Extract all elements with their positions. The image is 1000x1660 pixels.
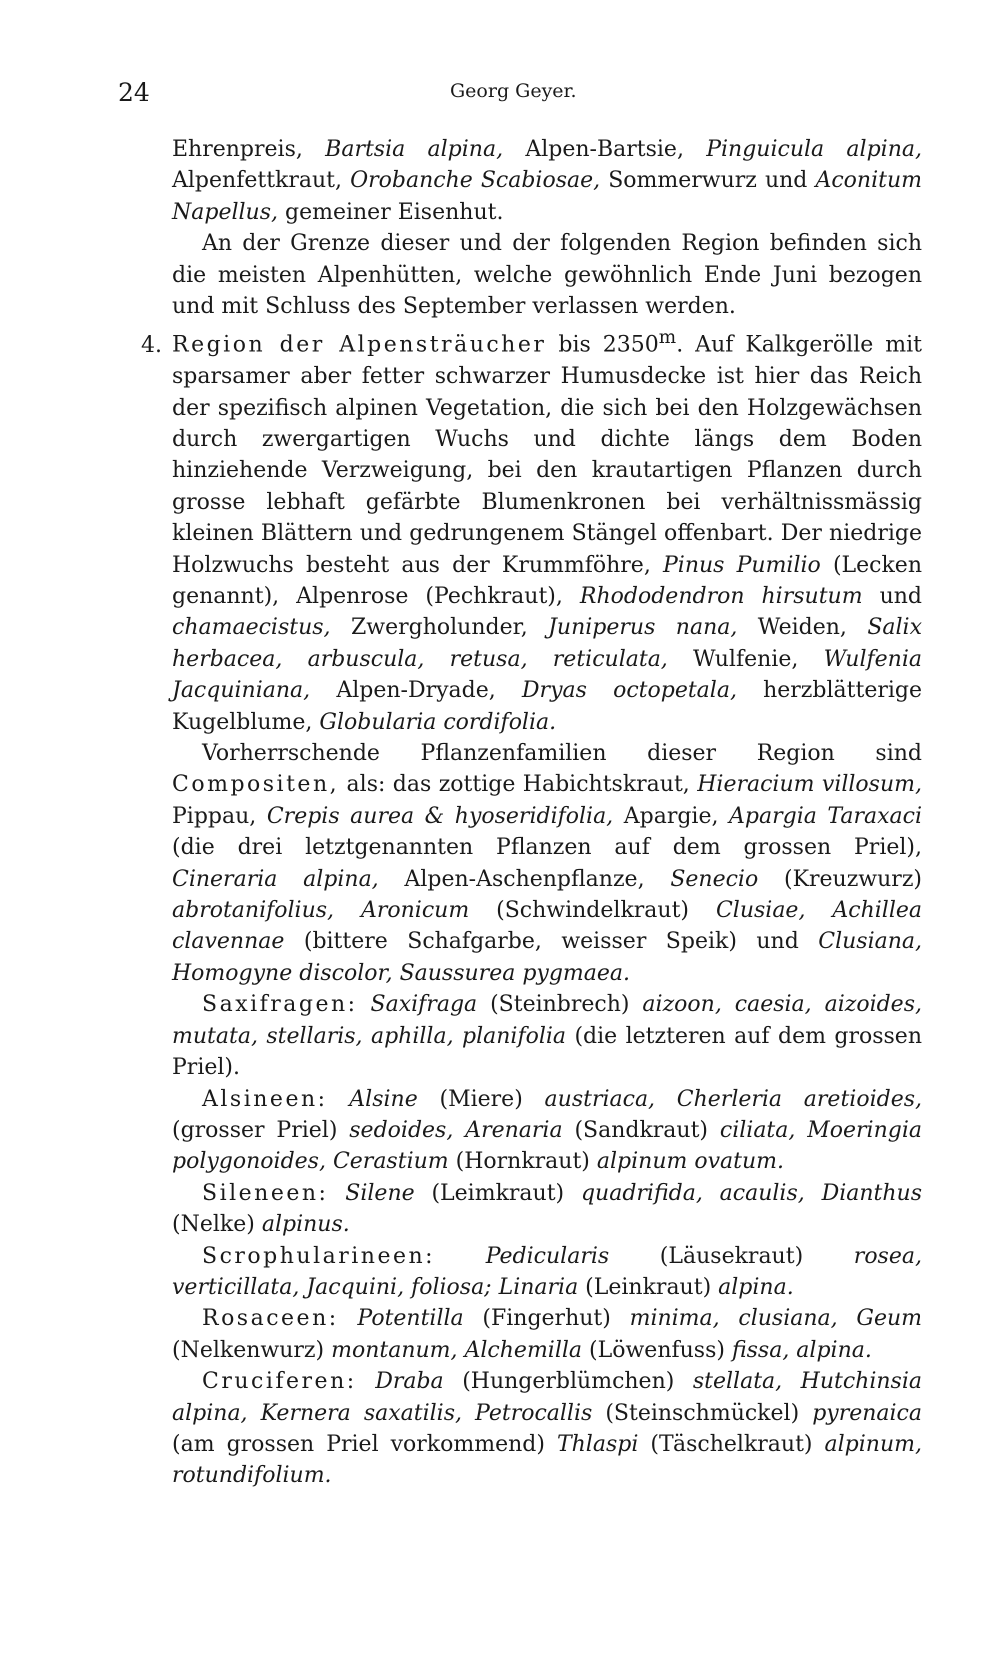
text-run: (Fingerhut) <box>463 1306 630 1332</box>
taxon-name: Clusiae, Achillea clavennae <box>172 898 923 955</box>
taxon-name: Silene <box>345 1180 415 1206</box>
paragraph <box>172 1366 922 1492</box>
taxon-name: Hieracium villosum, <box>697 772 922 798</box>
text-run: Sommerwurz und <box>600 168 816 194</box>
taxon-name: alpinum, rotundifolium. <box>172 1431 922 1489</box>
text-run: (grosser Priel) <box>172 1117 350 1143</box>
text-run: (Schwindelkraut) <box>469 898 716 924</box>
text-run: . Auf Kalkgerölle mit sparsamer aber fetter schwarzer Humusdecke ist hier das Reich der spezifisch alpinen Vegetation, die sich bei den Holzgewächsen durch zwergartigen Wuchs und dichte längs dem Boden hinziehende Verzweigung, bei den krautartigen Pflanzen durch grosse lebhaft gefärbte Blumenkronen bei verhältnissmässig kleinen Blättern und gedrungenem Stängel offenbart. Der niedrige Holzwuchs besteht aus der Krummföhre, <box>172 332 922 578</box>
text-run: und <box>862 584 922 610</box>
taxon-name: fissa, alpina. <box>731 1337 872 1363</box>
taxon-name: Salix herbacea, arbuscula, retusa, reticulata, <box>172 615 922 672</box>
taxon-name: montanum, Alchemilla <box>331 1337 583 1363</box>
taxon-name: aizoon, caesia, aizoides, mutata, stellaris, aphilla, planifolia <box>172 992 922 1049</box>
text-run <box>357 1369 376 1394</box>
text-run: (Sandkraut) <box>562 1117 720 1143</box>
text-run: (am grossen Priel vorkommend) <box>172 1431 557 1457</box>
taxon-name: Wulfenia Jacquiniana, <box>172 646 922 704</box>
taxon-name: abrotanifolius, Aronicum <box>172 898 470 924</box>
taxon-name: Saxifraga <box>370 992 478 1018</box>
text-run: Zwergholunder, <box>330 615 549 641</box>
text-run <box>358 992 371 1017</box>
text-run: bis 2350 <box>546 332 659 358</box>
text-run <box>328 1087 350 1112</box>
taxon-name: minima, clusiana, Geum <box>629 1306 922 1332</box>
taxon-name: Thlaspi <box>556 1431 639 1457</box>
taxon-name: ciliata, Moeringia polygonoides, Cerastium <box>172 1117 922 1175</box>
taxon-name: quadrifida, acaulis, Dianthus <box>580 1180 922 1206</box>
taxon-name: Clusiana, Homogyne discolor, Saussurea pygmaea. <box>172 929 922 986</box>
taxon-name: Aconitum Napellus, <box>172 168 922 225</box>
taxon-name: Potentilla <box>357 1306 464 1332</box>
text-run: Apargie, <box>613 803 730 829</box>
text-run: (bittere Schafgarbe, weisser Speik) und <box>284 929 819 955</box>
taxon-name: alpinus. <box>261 1212 350 1238</box>
text-run: Wulfenie, <box>667 646 824 672</box>
paragraph <box>172 738 922 989</box>
text-run: Alpen-Aschenpflanze, <box>378 866 671 892</box>
text-run: (Miere) <box>417 1086 545 1112</box>
taxon-name: Cineraria alpina, <box>172 866 379 892</box>
paragraph <box>172 228 922 322</box>
text-run: (Leimkraut) <box>414 1180 581 1206</box>
taxon-name: Alsine <box>349 1086 418 1112</box>
paragraph <box>172 1084 922 1178</box>
text-run: (Nelkenwurz) <box>172 1337 332 1363</box>
taxon-name: austriaca, Cherleria aretioides, <box>544 1086 922 1112</box>
text-run: (Steinbrech) <box>477 992 643 1018</box>
text-run: (Hornkraut) <box>448 1149 597 1175</box>
text-run: (Hungerblümchen) <box>443 1369 693 1395</box>
text-run: (Leinkraut) <box>578 1274 719 1300</box>
text-run <box>339 1306 358 1331</box>
taxon-name: Globularia cordifolia. <box>319 709 557 735</box>
text-run: Alpenfettkraut, <box>172 168 351 194</box>
taxon-name: rosea, verticillata, Jacquini, foliosa; Linaria <box>172 1243 922 1300</box>
text-run: Alpen-Bartsie, <box>503 137 707 162</box>
text-run: Pippau, <box>172 803 267 829</box>
taxon-name: stellata, Hutchinsia alpina, Kernera saxatilis, Petrocallis <box>172 1369 923 1426</box>
text-run: (Nelke) <box>172 1212 262 1238</box>
text-run: herzblätterige Kugelblume, <box>172 678 922 735</box>
taxon-name: Apargia Taraxaci <box>729 803 923 829</box>
taxon-name: Juniperus nana, <box>548 615 738 641</box>
taxon-name: Crepis aurea & hyoseridifolia, <box>266 803 614 829</box>
taxon-name: Pinguicula alpina, <box>706 137 922 162</box>
taxon-name: pyrenaica <box>812 1400 922 1426</box>
text-run: Vorherrschende Pflanzenfamilien dieser Region sind <box>202 741 922 767</box>
page-number: 24 <box>118 78 150 107</box>
text-run <box>435 1244 486 1269</box>
text-run: (Lecken genannt), Alpenrose (Pechkraut), <box>172 552 922 610</box>
text-run: (Steinschmückel) <box>592 1400 813 1426</box>
paragraph <box>172 1303 922 1366</box>
taxon-name: Bartsia alpina, <box>325 137 504 162</box>
text-run: An der Grenze dieser und der folgenden Region befinden sich die meisten Alpenhütten, welche gewöhnlich Ende Juni bezogen und mit Schluss des September verlassen werden. <box>172 231 922 320</box>
spaced-heading: Cruciferen: <box>202 1369 357 1395</box>
taxon-name: Draba <box>375 1369 444 1395</box>
taxon-name: Dryas octopetala, <box>521 678 737 704</box>
taxon-name: alpinum ovatum. <box>596 1149 785 1175</box>
paragraph <box>141 322 922 738</box>
spaced-heading: Scrophularineen: <box>202 1243 436 1269</box>
taxon-name: chamaecistus, <box>172 615 331 641</box>
text-run: (die letzteren auf dem grossen Priel). <box>172 1023 922 1081</box>
paragraph <box>172 989 922 1083</box>
spaced-heading: Saxifragen: <box>202 992 358 1018</box>
text-run: Weiden, <box>737 615 868 641</box>
running-title: Georg Geyer. <box>450 80 577 102</box>
unit-superscript: m <box>658 327 677 349</box>
taxon-name: Rhododendron hirsutum <box>579 584 863 610</box>
paragraph <box>172 1241 922 1304</box>
taxon-name: sedoides, Arenaria <box>349 1117 563 1143</box>
spaced-heading: Rosaceen: <box>202 1306 339 1332</box>
taxon-name: Pinus Pumilio <box>662 552 821 578</box>
taxon-name: Pedicularis <box>485 1243 610 1269</box>
text-run: (Löwenfuss) <box>582 1337 732 1363</box>
region-number: 4. <box>141 332 162 358</box>
paragraph <box>172 1178 922 1241</box>
spaced-heading: Sileneen: <box>202 1180 329 1206</box>
spaced-heading: Compositen, <box>172 772 340 798</box>
taxon-name: Orobanche Scabiosae, <box>350 168 601 194</box>
text-run: gemeiner Eisenhut. <box>278 199 504 225</box>
paragraph <box>172 134 922 228</box>
text-run <box>328 1181 345 1206</box>
body-text <box>141 134 923 1492</box>
spaced-heading: Alsineen: <box>202 1086 328 1112</box>
taxon-name: alpina. <box>718 1274 794 1300</box>
text-run: (Läusekraut) <box>609 1243 854 1269</box>
spaced-heading: Region der Alpensträucher <box>172 332 547 358</box>
text-run: als: das zottige Habichtskraut, <box>339 772 698 798</box>
text-run: Alpen-Dryade, <box>310 678 522 704</box>
text-run: Ehrenpreis, <box>172 137 326 162</box>
text-run: (die drei letztgenannten Pflanzen auf dem grossen Priel), <box>172 835 922 861</box>
text-run: (Täschelkraut) <box>638 1431 825 1457</box>
text-run: (Kreuzwurz) <box>758 866 922 892</box>
taxon-name: Senecio <box>670 866 759 892</box>
